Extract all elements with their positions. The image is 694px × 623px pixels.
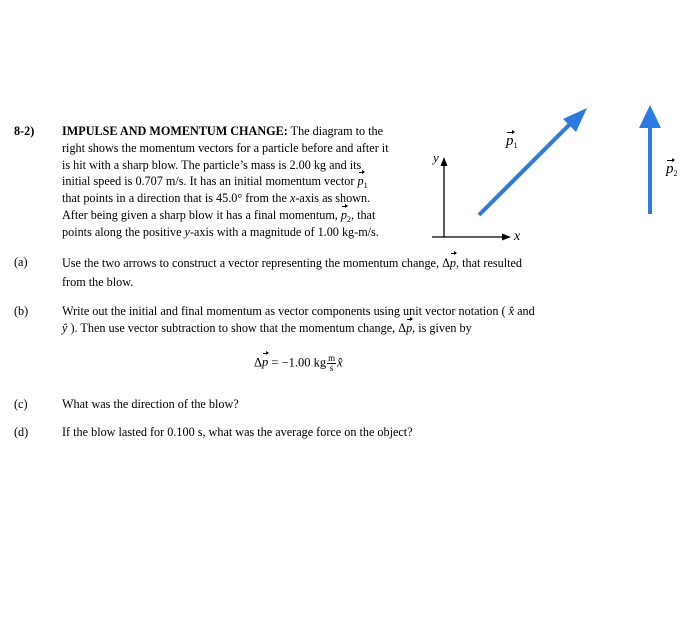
part-a-label: (a) xyxy=(14,255,28,269)
statement-line-6: After being given a sharp blow it has a final momentum, $p_2$, that xyxy=(62,207,376,224)
vector-p2-symbol: p xyxy=(340,207,347,222)
part-b-label: (b) xyxy=(14,304,29,318)
problem-number: 8-2) xyxy=(14,124,35,138)
momentum-change-equation: Δp = −1.00 kg $\frac{m}{s}$ x̂ xyxy=(254,353,343,373)
statement-line-2: right shows the momentum vectors for a particle before and after it xyxy=(62,140,389,155)
x-axis-label: x xyxy=(514,229,521,244)
statement-line-4: initial speed is 0.707 m/s. It has an initial momentum vector $p_1$ xyxy=(62,174,368,191)
statement-line-5: that points in a direction that is 45.0° from the x-axis as shown. xyxy=(62,191,371,206)
vector-p1-symbol: p xyxy=(357,174,364,189)
part-d-text: If the blow lasted for 0.100 s, what was the average force on the object? xyxy=(62,425,413,439)
part-b-text: Write out the initial and final momentum as vector components using unit vector notation ( x̂ and ŷ ). Then use vector subtraction to show that the momentum change, Δp, is given by xyxy=(62,304,535,335)
y-axis-label: y xyxy=(433,150,439,165)
p2-diagram-label: $p_2$ xyxy=(666,161,678,178)
statement-line-1: IMPULSE AND MOMENTUM CHANGE: The diagram to the xyxy=(62,124,384,138)
part-d-label: (d) xyxy=(14,425,29,439)
statement-line-3: is hit with a sharp blow. The particle’s mass is 2.00 kg and its xyxy=(62,157,362,172)
y-axis-arrowhead xyxy=(441,157,448,166)
part-a-text: Use the two arrows to construct a vector representing the momentum change, Δp, that resulted from the blow. xyxy=(62,256,522,289)
part-c-text: What was the direction of the blow? xyxy=(62,397,239,411)
part-c-label: (c) xyxy=(14,397,28,411)
p2-arrow-head xyxy=(639,105,661,128)
p1-diagram-label: $p_1$ xyxy=(506,133,518,150)
statement-line-7: points along the positive y-axis with a magnitude of 1.00 kg-m/s. xyxy=(62,224,379,239)
problem-title: IMPULSE AND MOMENTUM CHANGE: xyxy=(62,124,288,138)
x-axis-arrowhead xyxy=(502,234,511,241)
p1-arrow-shaft xyxy=(479,121,573,215)
